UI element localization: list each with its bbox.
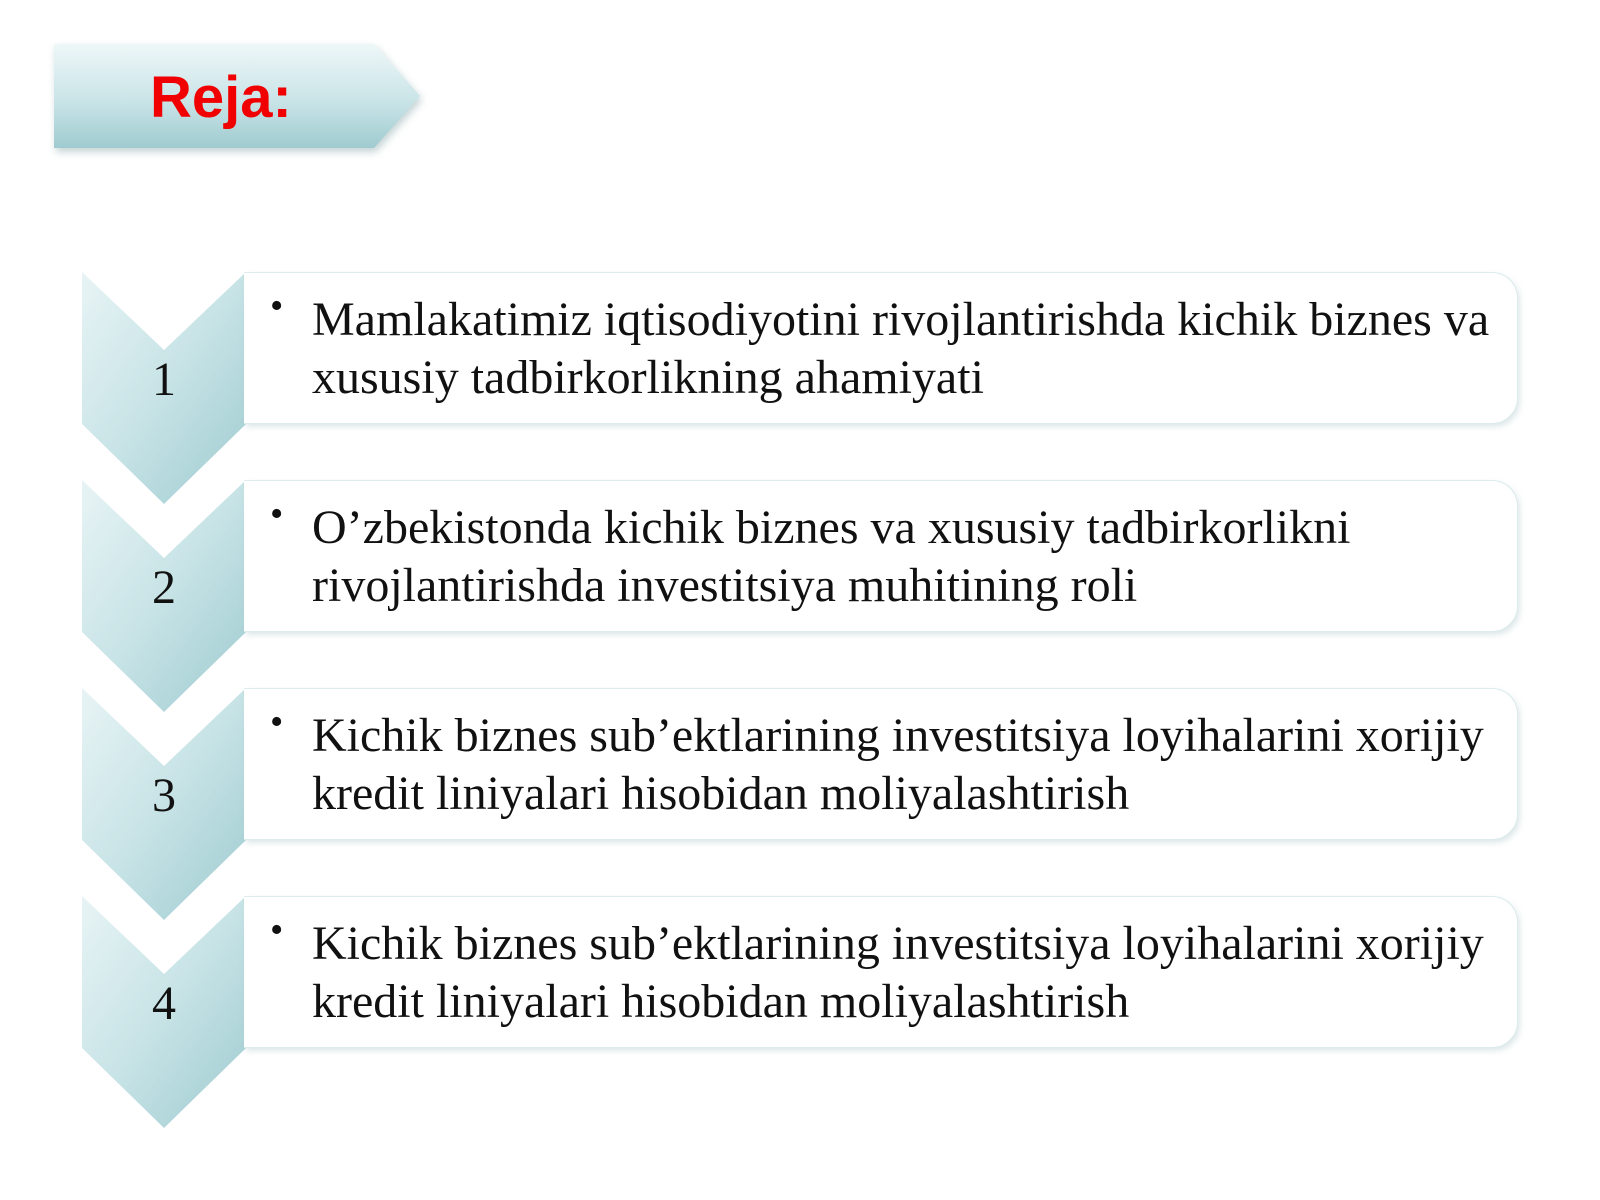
plan-item-text: Kichik biznes sub’ektlarining investitsiya loyihalarini xorijiy kredit liniyalari hisobidan moliyalashtirish <box>312 917 1484 1028</box>
step-number: 3 <box>152 769 176 822</box>
plan-item-card <box>244 896 1518 1048</box>
plan-item-text: Mamlakatimiz iqtisodiyotini rivojlantirishda kichik biznes va xususiy tadbirkorlikning ahamiyati <box>312 293 1490 404</box>
plan-item-card <box>244 688 1518 840</box>
bullet-icon: • <box>270 909 284 951</box>
plan-item-card <box>244 272 1518 424</box>
slide-title: Reja: <box>150 65 292 130</box>
bullet-icon: • <box>270 285 284 327</box>
step-number: 2 <box>152 561 176 614</box>
step-number: 1 <box>152 353 176 406</box>
step-number: 4 <box>152 977 176 1030</box>
bullet-icon: • <box>270 493 284 535</box>
plan-item-text: O’zbekistonda kichik biznes va xususiy tadbirkorlikni rivojlantirishda investitsiya muhitining roli <box>312 501 1351 612</box>
bullet-icon: • <box>270 701 284 743</box>
plan-item-card <box>244 480 1518 632</box>
plan-item-text: Kichik biznes sub’ektlarining investitsiya loyihalarini xorijiy kredit liniyalari hisobidan moliyalashtirish <box>312 709 1484 820</box>
